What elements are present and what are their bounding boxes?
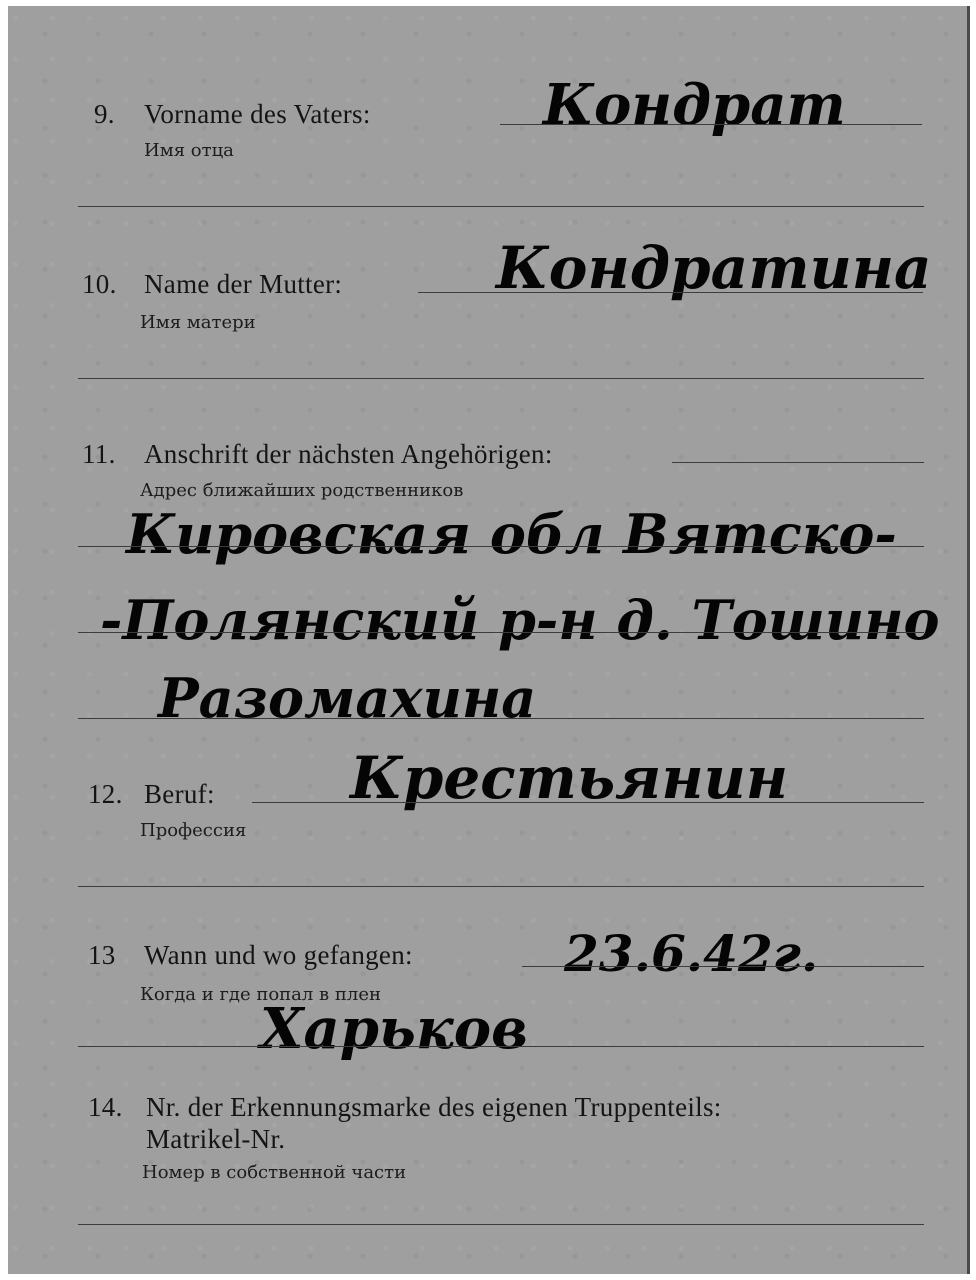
field-number: 10.: [82, 269, 117, 299]
answer-line: [418, 292, 923, 293]
label-russian: Номер в собственной части: [142, 1162, 407, 1183]
label-german: Nr. der Erkennungsmarke des eigenen Truppenteils:: [146, 1092, 722, 1122]
answer-line: [252, 802, 924, 803]
handwritten-capture-date: 23.6.42г.: [564, 924, 819, 983]
answer-line: [78, 378, 924, 379]
field-number: 11.: [82, 439, 116, 469]
label-german: Vorname des Vaters:: [144, 99, 371, 129]
label-russian: Имя матери: [140, 312, 256, 333]
pow-record-card: [8, 6, 970, 1274]
handwritten-value: Крестьянин: [350, 744, 789, 812]
label-german: Beruf:: [144, 779, 215, 809]
answer-line: [78, 206, 924, 207]
answer-line: [672, 462, 924, 463]
handwritten-value: Кондратина: [496, 234, 932, 302]
field-number: 12.: [88, 779, 123, 809]
handwritten-capture-place: Харьков: [260, 996, 528, 1062]
label-german: Name der Mutter:: [144, 269, 343, 299]
label-russian: Профессия: [140, 820, 247, 841]
field-number: 14.: [88, 1092, 123, 1122]
answer-line: [78, 1224, 924, 1225]
handwritten-address-line: Разомахина: [158, 666, 537, 730]
handwritten-address-line: -Полянский р-н д. Тошино: [100, 588, 940, 652]
answer-line: [500, 124, 922, 125]
field-number: 9.: [94, 99, 115, 129]
field-number: 13: [88, 940, 116, 970]
handwritten-value: Кондрат: [543, 72, 846, 138]
label-russian: Адрес ближайших родственников: [140, 480, 464, 501]
label-german: Anschrift der nächsten Angehörigen:: [144, 439, 553, 469]
answer-line: [78, 1046, 924, 1047]
answer-line: [78, 546, 924, 547]
handwritten-address-line: Кировская обл Вятско-: [126, 502, 897, 566]
answer-line: [78, 632, 924, 633]
label-german: Wann und wo gefangen:: [144, 940, 413, 970]
label-german-matrikel: Matrikel-Nr.: [146, 1124, 286, 1154]
label-russian: Имя отца: [144, 140, 234, 161]
answer-line: [78, 886, 924, 887]
answer-line: [78, 718, 924, 719]
label-russian: Когда и где попал в плен: [140, 984, 381, 1005]
answer-line: [522, 966, 924, 967]
